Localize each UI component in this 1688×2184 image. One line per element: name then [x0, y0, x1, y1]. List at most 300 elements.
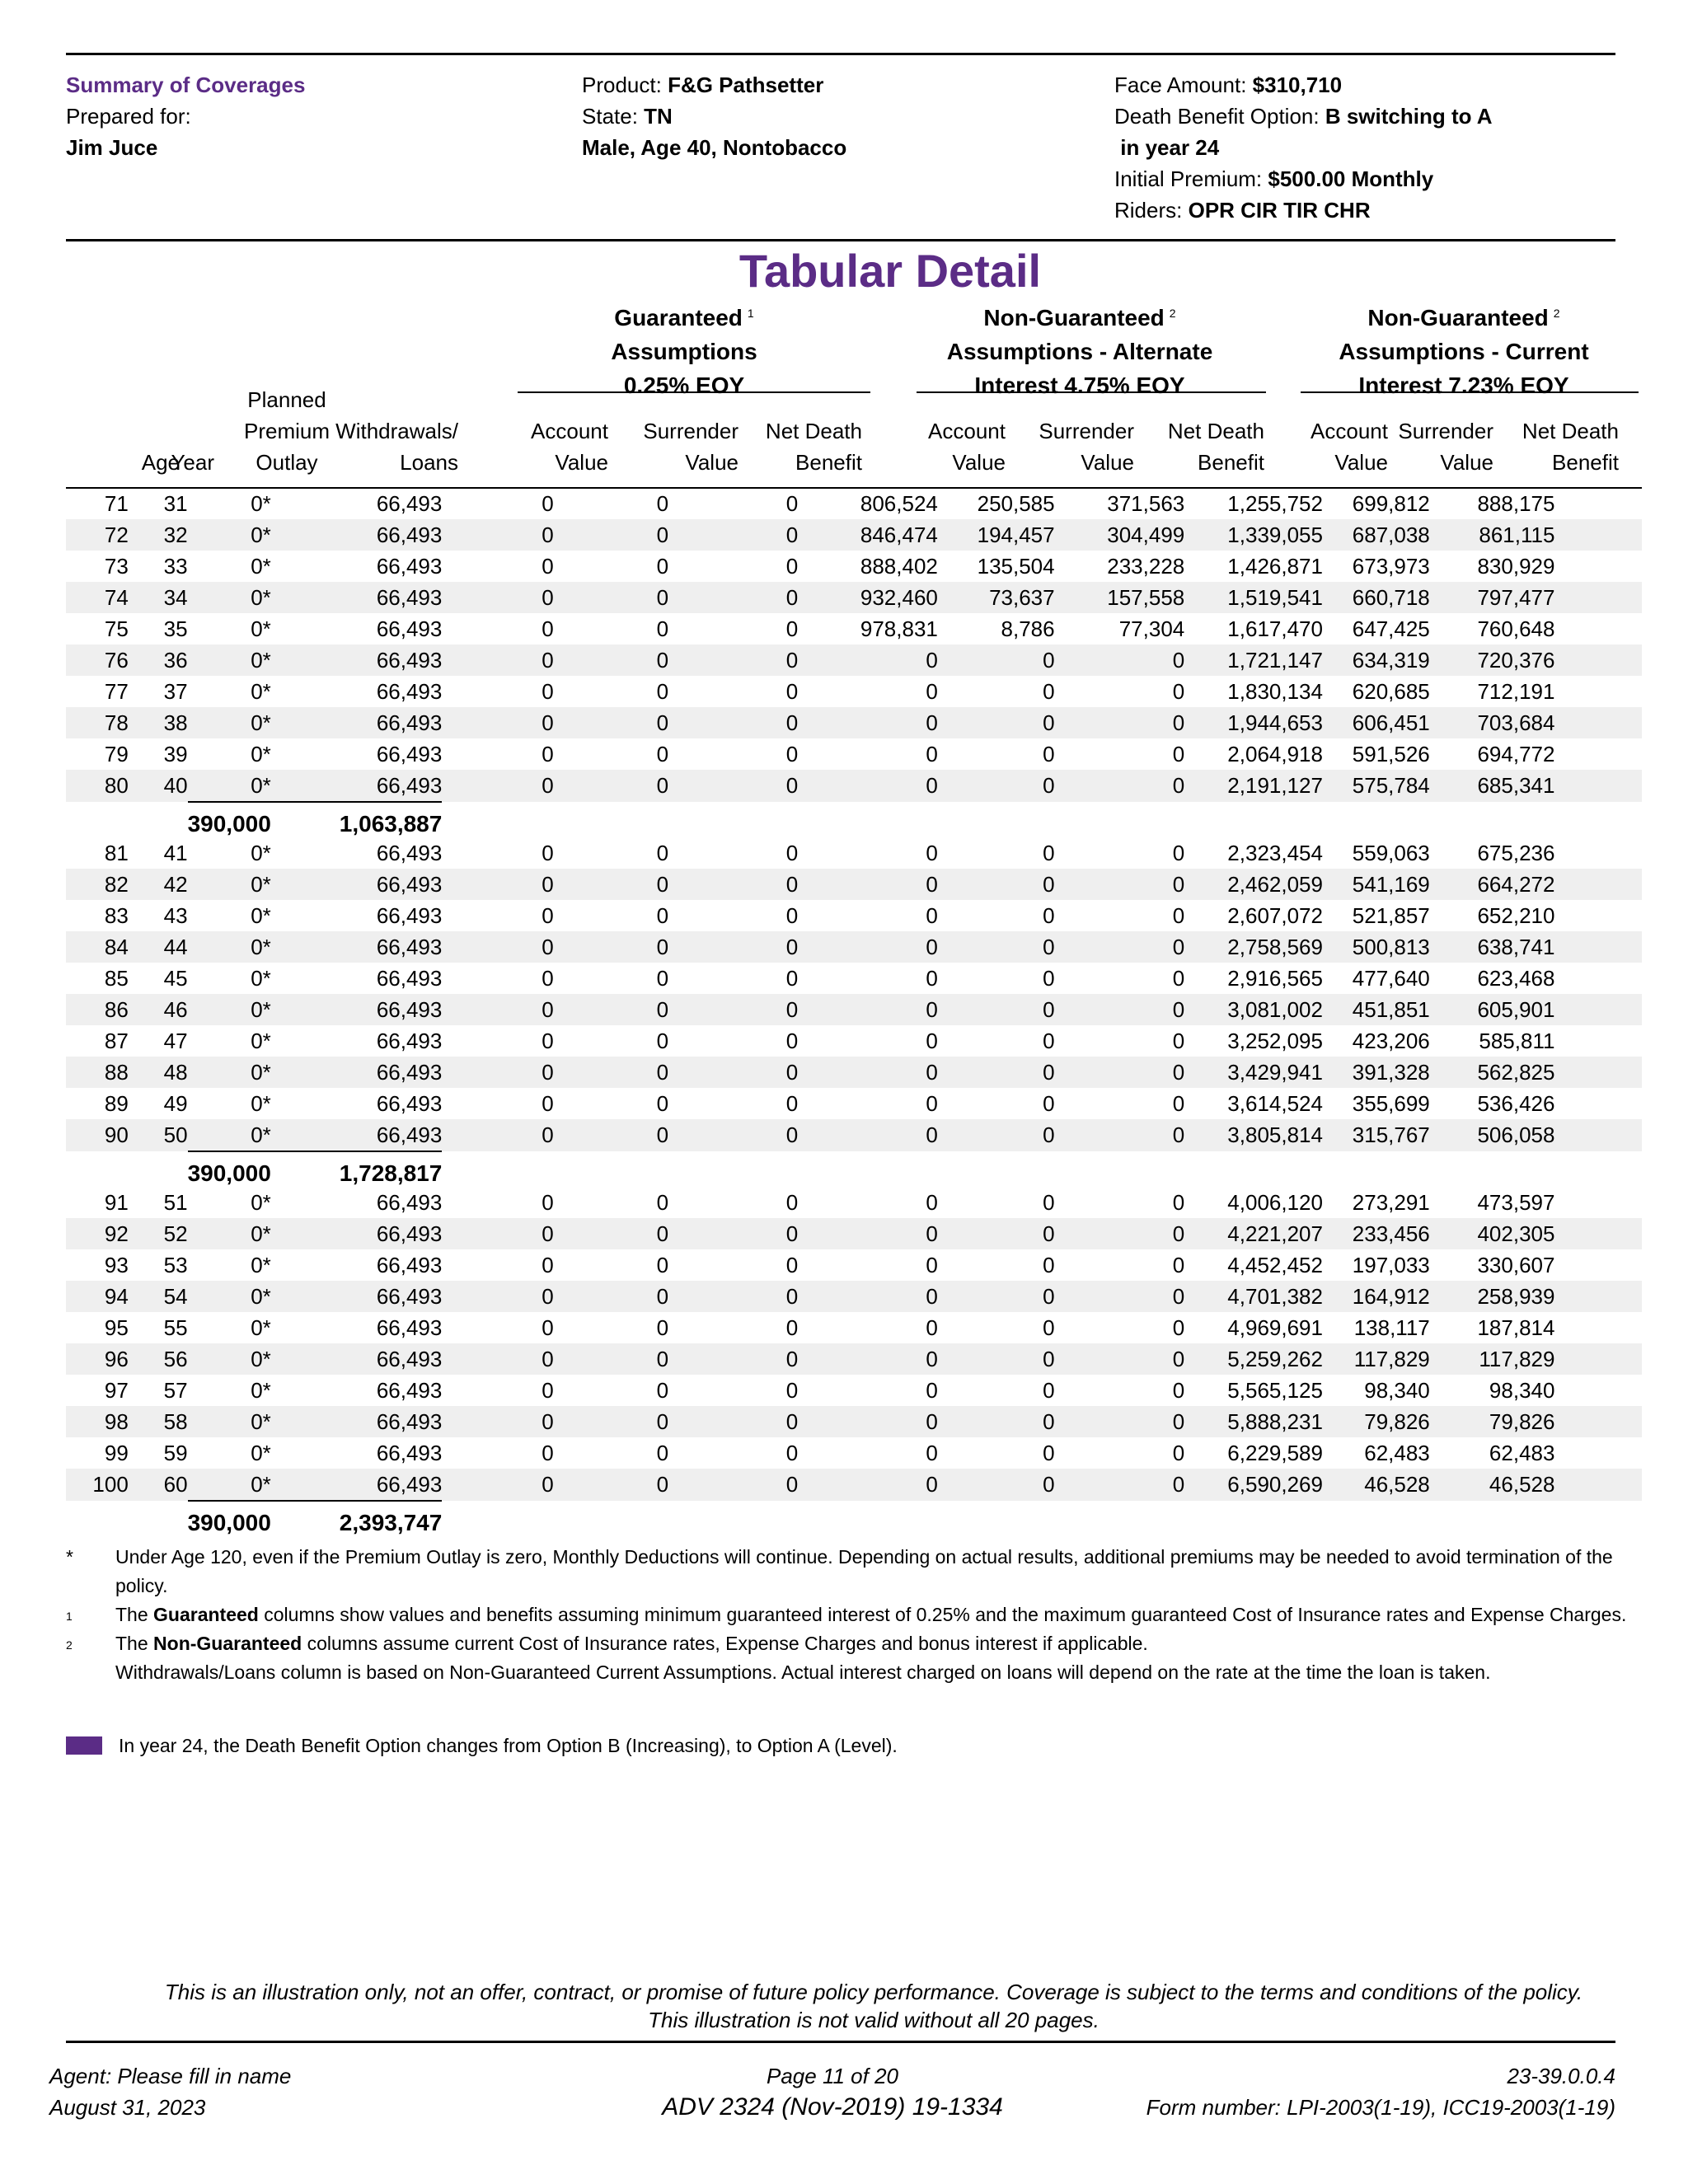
guaranteed-surrender-value-cell: 0: [656, 1440, 669, 1465]
current-net-death-benefit-cell: 62,483: [1489, 1440, 1555, 1465]
subtotal-empty: [1055, 1501, 1185, 1536]
guaranteed-account-value-cell: 0: [442, 1406, 553, 1437]
guaranteed-net-death-benefit-cell: 0: [668, 1281, 798, 1312]
footer-form-number: Form number: LPI-2003(1-19), ICC19-2003(1-19): [1146, 2095, 1615, 2120]
year-cell: 53: [163, 1252, 188, 1277]
withdrawals-loans-cell: 66,493: [376, 902, 443, 928]
group-guaranteed-line3: 0.25% EOY: [623, 373, 745, 398]
guaranteed-net-death-benefit-cell: 0: [785, 1189, 799, 1215]
premium-outlay-cell: 0*: [188, 931, 271, 963]
col-header-c-account: [1311, 415, 1388, 478]
year-cell: 38: [129, 707, 188, 738]
guaranteed-net-death-benefit-cell: 0: [785, 490, 799, 516]
current-net-death-benefit-cell: 797,477: [1430, 582, 1555, 613]
guaranteed-surrender-value-cell: 0: [554, 1119, 668, 1151]
alternate-net-death-benefit-cell: 157,558: [1055, 582, 1185, 613]
col-header-g-surrender-2: Value: [685, 450, 738, 475]
col-header-a-ndb: [1168, 415, 1264, 478]
group-guaranteed-sup: 1: [747, 307, 754, 320]
alternate-surrender-value-cell: 0: [1043, 1315, 1055, 1340]
table-row: [66, 1312, 1642, 1343]
alternate-account-value-cell: 0: [926, 1189, 938, 1215]
row-padding: [1554, 1119, 1642, 1151]
current-account-value-cell: 2,607,072: [1227, 902, 1323, 928]
alternate-net-death-benefit-cell: 0: [1172, 902, 1185, 928]
guaranteed-surrender-value-cell: 0: [656, 741, 669, 766]
guaranteed-net-death-benefit-cell: 0: [785, 965, 799, 991]
premium-outlay-cell: 0*: [188, 1406, 271, 1437]
alternate-surrender-value-cell: 0: [1043, 741, 1055, 766]
current-surrender-value-cell: 355,699: [1352, 1090, 1430, 1116]
alternate-surrender-value-cell: 0: [938, 994, 1055, 1025]
guaranteed-net-death-benefit-cell: 0: [668, 519, 798, 551]
age-cell: 86: [66, 994, 129, 1025]
current-account-value-cell: 1,519,541: [1184, 582, 1323, 613]
table-row: [66, 963, 1642, 994]
alternate-net-death-benefit-cell: 0: [1055, 707, 1185, 738]
age-cell: 92: [66, 1218, 129, 1249]
withdrawals-loans-cell: 66,493: [376, 1252, 443, 1277]
footer-right: [1146, 2060, 1615, 2123]
subtotal-empty: [1430, 802, 1555, 837]
current-net-death-benefit-cell: 536,426: [1477, 1090, 1555, 1116]
guaranteed-surrender-value-cell: 0: [554, 644, 668, 676]
subtotal-empty: [1323, 1501, 1430, 1536]
subtotal-empty: [1184, 1501, 1323, 1536]
premium-outlay-cell: 0*: [251, 902, 271, 928]
withdrawals-loans-cell: 66,493: [376, 840, 443, 865]
guaranteed-net-death-benefit-cell: 0: [668, 994, 798, 1025]
subtotal-premium: 390,000: [188, 1501, 271, 1536]
guaranteed-account-value-cell: 0: [442, 707, 553, 738]
premium-value: $500.00 Monthly: [1268, 166, 1434, 191]
guaranteed-account-value-cell: 0: [542, 1028, 554, 1053]
subtotal-empty: [668, 1501, 798, 1536]
table-row: [66, 1437, 1642, 1469]
current-net-death-benefit-cell: 79,826: [1430, 1406, 1555, 1437]
row-padding: [1554, 1218, 1642, 1249]
withdrawals-loans-cell: 66,493: [376, 741, 443, 766]
summary-title: Summary of Coverages: [66, 73, 306, 97]
col-header-a-ndb-1: Net Death: [1167, 419, 1264, 443]
table-row: [66, 613, 1642, 644]
row-padding: [1554, 613, 1642, 644]
alternate-net-death-benefit-cell: 371,563: [1107, 490, 1185, 516]
group-alternate-line1: Non-Guaranteed: [983, 305, 1165, 330]
guaranteed-surrender-value-cell: 0: [554, 1218, 668, 1249]
current-surrender-value-cell: 423,206: [1352, 1028, 1430, 1053]
alternate-surrender-value-cell: 0: [1043, 1440, 1055, 1465]
premium-outlay-cell: 0*: [251, 678, 271, 704]
subtotal-empty: [938, 1501, 1055, 1536]
current-net-death-benefit-cell: 187,814: [1477, 1315, 1555, 1340]
current-surrender-value-cell: 451,851: [1323, 994, 1430, 1025]
note-2-post: columns assume current Cost of Insurance rates, Expense Charges and bonus interest if applicable.: [307, 1633, 1148, 1654]
table-row: [66, 994, 1642, 1025]
table-row: [66, 707, 1642, 738]
guaranteed-net-death-benefit-cell: 0: [668, 1406, 798, 1437]
current-net-death-benefit-cell: 473,597: [1477, 1189, 1555, 1215]
guaranteed-net-death-benefit-cell: 0: [785, 741, 799, 766]
guaranteed-net-death-benefit-cell: 0: [785, 1252, 799, 1277]
group-guaranteed-underline: [518, 391, 870, 393]
col-header-c-surrender: [1398, 415, 1493, 478]
current-surrender-value-cell: 117,829: [1323, 1343, 1430, 1375]
current-net-death-benefit-cell: 46,528: [1430, 1469, 1555, 1501]
guaranteed-net-death-benefit-cell: 0: [668, 1343, 798, 1375]
alternate-surrender-value-cell: 194,457: [938, 519, 1055, 551]
withdrawals-loans-cell: 66,493: [271, 1218, 443, 1249]
guaranteed-account-value-cell: 0: [542, 1252, 554, 1277]
current-account-value-cell: 4,221,207: [1184, 1218, 1323, 1249]
alternate-net-death-benefit-cell: 0: [1172, 1252, 1185, 1277]
current-account-value-cell: 3,429,941: [1184, 1057, 1323, 1088]
row-padding: [1554, 1025, 1642, 1057]
alternate-surrender-value-cell: 0: [938, 869, 1055, 900]
withdrawals-loans-cell: 66,493: [271, 707, 443, 738]
disclaimer: [99, 1978, 1648, 2034]
premium-outlay-cell: 0*: [251, 1377, 271, 1403]
col-header-a-surrender-1: Surrender: [1039, 419, 1134, 443]
withdrawals-loans-cell: 66,493: [376, 553, 443, 579]
year-cell: 56: [129, 1343, 188, 1375]
row-padding: [1554, 1088, 1642, 1119]
group-current-line2: Assumptions - Current: [1339, 339, 1589, 364]
guaranteed-account-value-cell: 0: [542, 965, 554, 991]
guaranteed-net-death-benefit-cell: 0: [785, 616, 799, 641]
col-header-a-ndb-2: Benefit: [1198, 450, 1264, 475]
alternate-account-value-cell: 0: [926, 902, 938, 928]
note-2-pre: The: [115, 1633, 148, 1654]
alternate-account-value-cell: 0: [798, 770, 938, 802]
age-cell: 77: [104, 678, 129, 704]
current-account-value-cell: 1,617,470: [1227, 616, 1323, 641]
guaranteed-surrender-value-cell: 0: [656, 616, 669, 641]
col-header-withdrawals: [335, 415, 458, 478]
guaranteed-net-death-benefit-cell: 0: [785, 902, 799, 928]
alternate-account-value-cell: 0: [926, 1440, 938, 1465]
row-padding: [1554, 837, 1642, 869]
current-surrender-value-cell: 79,826: [1323, 1406, 1430, 1437]
current-surrender-value-cell: 62,483: [1364, 1440, 1430, 1465]
current-net-death-benefit-cell: 720,376: [1430, 644, 1555, 676]
note-2-bold: Non-Guaranteed: [153, 1633, 302, 1654]
age-cell: 94: [66, 1281, 129, 1312]
year-cell: 34: [129, 582, 188, 613]
table-row: [66, 1187, 1642, 1218]
col-header-c-surrender-1: Surrender: [1398, 419, 1493, 443]
current-surrender-value-cell: 673,973: [1352, 553, 1430, 579]
guaranteed-net-death-benefit-cell: 0: [668, 770, 798, 802]
guaranteed-account-value-cell: 0: [442, 869, 553, 900]
guaranteed-surrender-value-cell: 0: [656, 902, 669, 928]
group-current-sup: 2: [1553, 307, 1560, 320]
col-header-c-ndb: [1522, 415, 1619, 478]
guaranteed-net-death-benefit-cell: 0: [668, 582, 798, 613]
group-guaranteed-line1: Guaranteed: [614, 305, 743, 330]
subtotal-empty: [1430, 1151, 1555, 1187]
dbo-value-cont: in year 24: [1120, 135, 1220, 160]
group-alternate: [907, 297, 1253, 402]
current-account-value-cell: 4,452,452: [1227, 1252, 1323, 1277]
alternate-surrender-value-cell: 0: [938, 931, 1055, 963]
premium-outlay-cell: 0*: [188, 644, 271, 676]
guaranteed-net-death-benefit-cell: 0: [668, 869, 798, 900]
withdrawals-loans-cell: 66,493: [271, 1057, 443, 1088]
withdrawals-loans-cell: 66,493: [376, 965, 443, 991]
header-bottom-rule: [66, 239, 1615, 241]
age-cell: 96: [66, 1343, 129, 1375]
withdrawals-loans-cell: 66,493: [376, 678, 443, 704]
subtotal-empty: [1184, 1151, 1323, 1187]
current-account-value-cell: 5,888,231: [1184, 1406, 1323, 1437]
subtotal-empty: [1055, 802, 1185, 837]
guaranteed-account-value-cell: 0: [442, 770, 553, 802]
premium-outlay-cell: 0*: [251, 1440, 271, 1465]
current-net-death-benefit-cell: 402,305: [1430, 1218, 1555, 1249]
alternate-surrender-value-cell: 0: [938, 1119, 1055, 1151]
subtotal-withdrawals: 1,063,887: [271, 802, 443, 837]
withdrawals-loans-cell: 66,493: [271, 644, 443, 676]
subtotal-empty: [129, 1151, 188, 1187]
guaranteed-net-death-benefit-cell: 0: [785, 678, 799, 704]
guaranteed-account-value-cell: 0: [442, 1469, 553, 1501]
year-cell: 35: [163, 616, 188, 641]
current-net-death-benefit-cell: 330,607: [1477, 1252, 1555, 1277]
subtotal-empty: [1554, 1501, 1642, 1536]
year-cell: 57: [163, 1377, 188, 1403]
premium-label: Initial Premium:: [1114, 166, 1263, 191]
guaranteed-surrender-value-cell: 0: [554, 1057, 668, 1088]
row-padding: [1554, 1249, 1642, 1281]
year-cell: 58: [129, 1406, 188, 1437]
current-surrender-value-cell: 575,784: [1323, 770, 1430, 802]
subtotal-empty: [554, 1501, 668, 1536]
withdrawals-loans-cell: 66,493: [271, 582, 443, 613]
current-net-death-benefit-cell: 117,829: [1430, 1343, 1555, 1375]
guaranteed-surrender-value-cell: 0: [554, 994, 668, 1025]
guaranteed-net-death-benefit-cell: 0: [668, 931, 798, 963]
current-account-value-cell: 1,339,055: [1184, 519, 1323, 551]
guaranteed-net-death-benefit-cell: 0: [785, 1440, 799, 1465]
table-row: [66, 1249, 1642, 1281]
subtotal-empty: [66, 1501, 129, 1536]
row-padding: [1554, 1343, 1642, 1375]
subtotal-empty: [938, 802, 1055, 837]
current-surrender-value-cell: 620,685: [1352, 678, 1430, 704]
riders-label: Riders:: [1114, 198, 1183, 223]
row-padding: [1554, 994, 1642, 1025]
alternate-net-death-benefit-cell: 0: [1172, 1315, 1185, 1340]
premium-outlay-cell: 0*: [251, 1028, 271, 1053]
table-row: [66, 519, 1642, 551]
premium-outlay-cell: 0*: [251, 490, 271, 516]
current-net-death-benefit-cell: 694,772: [1477, 741, 1555, 766]
year-cell: 60: [129, 1469, 188, 1501]
age-cell: 74: [66, 582, 129, 613]
guaranteed-surrender-value-cell: 0: [656, 1189, 669, 1215]
current-surrender-value-cell: 477,640: [1352, 965, 1430, 991]
alternate-account-value-cell: 0: [926, 678, 938, 704]
guaranteed-surrender-value-cell: 0: [656, 1090, 669, 1116]
age-cell: 97: [104, 1377, 129, 1403]
current-surrender-value-cell: 634,319: [1323, 644, 1430, 676]
current-net-death-benefit-cell: 861,115: [1430, 519, 1555, 551]
current-surrender-value-cell: 591,526: [1352, 741, 1430, 766]
premium-outlay-cell: 0*: [188, 1119, 271, 1151]
alternate-surrender-value-cell: 0: [1043, 965, 1055, 991]
year-cell: 31: [163, 490, 188, 516]
alternate-surrender-value-cell: 0: [938, 1057, 1055, 1088]
current-account-value-cell: 3,252,095: [1227, 1028, 1323, 1053]
disclaimer-line1: This is an illustration only, not an offer, contract, or promise of future policy performance. Coverage is subject to the terms and conditions of the policy.: [164, 1980, 1583, 2004]
row-padding: [1554, 488, 1642, 519]
subtotal-empty: [1323, 1151, 1430, 1187]
group-alternate-sup: 2: [1169, 307, 1176, 320]
alternate-account-value-cell: 0: [926, 1028, 938, 1053]
current-account-value-cell: 5,565,125: [1227, 1377, 1323, 1403]
alternate-net-death-benefit-cell: 0: [1055, 1281, 1185, 1312]
subtotal-empty: [66, 802, 129, 837]
alternate-account-value-cell: 0: [798, 1281, 938, 1312]
year-cell: 47: [163, 1028, 188, 1053]
alternate-surrender-value-cell: 0: [1043, 840, 1055, 865]
guaranteed-surrender-value-cell: 0: [554, 1406, 668, 1437]
guaranteed-surrender-value-cell: 0: [554, 582, 668, 613]
guaranteed-surrender-value-cell: 0: [656, 678, 669, 704]
guaranteed-net-death-benefit-cell: 0: [668, 1119, 798, 1151]
alternate-account-value-cell: 888,402: [860, 553, 938, 579]
guaranteed-account-value-cell: 0: [442, 1281, 553, 1312]
age-cell: 90: [66, 1119, 129, 1151]
client-name: Jim Juce: [66, 135, 158, 160]
alternate-surrender-value-cell: 0: [938, 1218, 1055, 1249]
row-padding: [1554, 519, 1642, 551]
footer-form-code: ADV 2324 (Nov-2019) 19-1334: [662, 2093, 1003, 2121]
guaranteed-surrender-value-cell: 0: [656, 1315, 669, 1340]
table-row: [66, 1281, 1642, 1312]
alternate-account-value-cell: 978,831: [860, 616, 938, 641]
current-surrender-value-cell: 699,812: [1352, 490, 1430, 516]
year-cell: 36: [129, 644, 188, 676]
subtotal-premium: 390,000: [188, 1151, 271, 1187]
current-account-value-cell: 2,916,565: [1227, 965, 1323, 991]
guaranteed-account-value-cell: 0: [542, 1315, 554, 1340]
alternate-account-value-cell: 846,474: [798, 519, 938, 551]
current-account-value-cell: 1,426,871: [1227, 553, 1323, 579]
guaranteed-net-death-benefit-cell: 0: [785, 1028, 799, 1053]
legend-swatch: [66, 1736, 102, 1755]
row-padding: [1554, 644, 1642, 676]
guaranteed-account-value-cell: 0: [542, 741, 554, 766]
premium-outlay-cell: 0*: [188, 994, 271, 1025]
alternate-account-value-cell: 0: [798, 869, 938, 900]
footer-page: Page 11 of 20: [767, 2064, 898, 2088]
subtotal-empty: [798, 1501, 938, 1536]
current-account-value-cell: 2,323,454: [1227, 840, 1323, 865]
col-header-a-surrender-2: Value: [1081, 450, 1134, 475]
tabular-detail-table: [66, 488, 1642, 1536]
premium-outlay-cell: 0*: [251, 840, 271, 865]
subtotal-row: [66, 802, 1642, 837]
alternate-net-death-benefit-cell: 0: [1172, 965, 1185, 991]
alternate-account-value-cell: 0: [926, 1090, 938, 1116]
col-header-c-account-1: Account: [1311, 419, 1388, 443]
alternate-account-value-cell: 0: [926, 840, 938, 865]
state-value: TN: [644, 104, 673, 129]
current-account-value-cell: 4,701,382: [1184, 1281, 1323, 1312]
guaranteed-net-death-benefit-cell: 0: [668, 1218, 798, 1249]
note-1: [66, 1601, 1632, 1629]
alternate-account-value-cell: 0: [798, 1343, 938, 1375]
alternate-net-death-benefit-cell: 0: [1172, 1090, 1185, 1116]
alternate-net-death-benefit-cell: 0: [1172, 1440, 1185, 1465]
alternate-net-death-benefit-cell: 0: [1055, 1406, 1185, 1437]
guaranteed-net-death-benefit-cell: 0: [668, 644, 798, 676]
year-cell: 52: [129, 1218, 188, 1249]
group-current-line1: Non-Guaranteed: [1367, 305, 1549, 330]
alternate-surrender-value-cell: 250,585: [977, 490, 1055, 516]
alternate-surrender-value-cell: 0: [938, 1343, 1055, 1375]
current-account-value-cell: 2,191,127: [1184, 770, 1323, 802]
guaranteed-surrender-value-cell: 0: [554, 869, 668, 900]
subtotal-empty: [1184, 802, 1323, 837]
table-row: [66, 1057, 1642, 1088]
age-cell: 89: [104, 1090, 129, 1116]
footer-rule: [66, 2041, 1615, 2043]
age-cell: 85: [104, 965, 129, 991]
premium-outlay-cell: 0*: [251, 1252, 271, 1277]
table-row: [66, 644, 1642, 676]
guaranteed-account-value-cell: 0: [542, 840, 554, 865]
age-cell: 82: [66, 869, 129, 900]
current-account-value-cell: 1,255,752: [1227, 490, 1323, 516]
alternate-net-death-benefit-cell: 0: [1055, 1469, 1185, 1501]
subtotal-empty: [554, 802, 668, 837]
col-header-g-surrender-1: Surrender: [643, 419, 738, 443]
subtotal-premium: 390,000: [188, 802, 271, 837]
table-row: [66, 869, 1642, 900]
alternate-net-death-benefit-cell: 0: [1055, 1343, 1185, 1375]
current-surrender-value-cell: 541,169: [1323, 869, 1430, 900]
year-cell: 37: [163, 678, 188, 704]
current-surrender-value-cell: 660,718: [1323, 582, 1430, 613]
withdrawals-loans-cell: 66,493: [271, 869, 443, 900]
col-header-a-account-2: Value: [952, 450, 1006, 475]
col-header-withdrawals-1: Withdrawals/: [335, 419, 458, 443]
col-header-c-ndb-1: Net Death: [1522, 419, 1619, 443]
table-row: [66, 1469, 1642, 1501]
subtotal-empty: [1430, 1501, 1555, 1536]
row-padding: [1554, 551, 1642, 582]
premium-outlay-cell: 0*: [251, 741, 271, 766]
col-header-premium: [244, 384, 330, 478]
guaranteed-account-value-cell: 0: [442, 644, 553, 676]
age-cell: 76: [66, 644, 129, 676]
alternate-net-death-benefit-cell: 0: [1055, 1057, 1185, 1088]
current-account-value-cell: 1,944,653: [1184, 707, 1323, 738]
subtotal-empty: [1554, 802, 1642, 837]
alternate-surrender-value-cell: 0: [1043, 1252, 1055, 1277]
col-header-age: Age: [141, 450, 180, 475]
row-padding: [1554, 1469, 1642, 1501]
year-cell: 43: [163, 902, 188, 928]
alternate-account-value-cell: 806,524: [860, 490, 938, 516]
year-cell: 55: [163, 1315, 188, 1340]
alternate-surrender-value-cell: 0: [1043, 902, 1055, 928]
alternate-net-death-benefit-cell: 0: [1172, 741, 1185, 766]
current-account-value-cell: 2,758,569: [1184, 931, 1323, 963]
